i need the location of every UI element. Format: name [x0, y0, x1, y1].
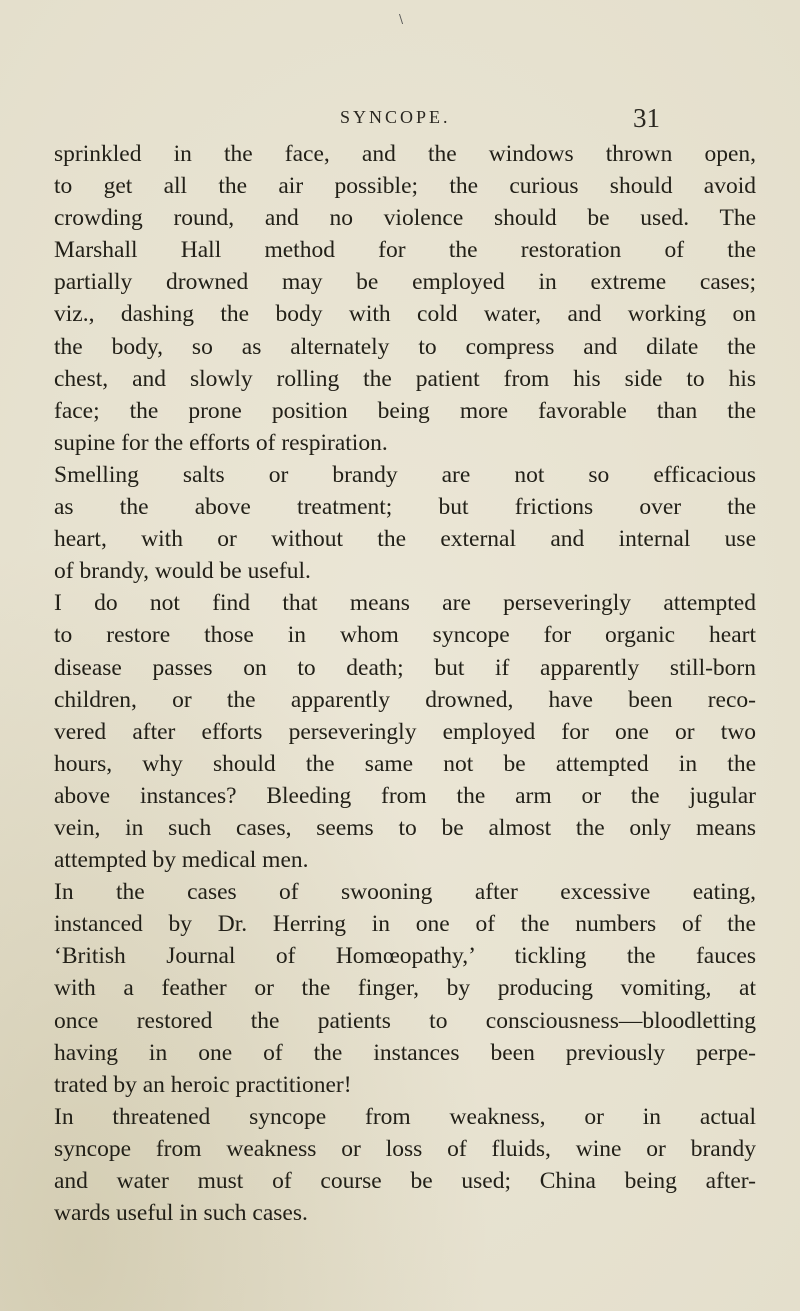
text-line: heart, with or without the external and internal use — [54, 526, 756, 553]
text-line: syncope from weakness or loss of fluids, wine or brandy — [54, 1135, 756, 1162]
text-line: Smelling salts or brandy are not so efficacious — [54, 461, 756, 488]
text-line: as the above treatment; but frictions over the — [54, 494, 756, 521]
text-line: supine for the efforts of respiration. — [54, 429, 388, 456]
top-mark: \ — [399, 12, 404, 26]
text-line: vein, in such cases, seems to be almost the only means — [54, 814, 756, 841]
text-line: In the cases of swooning after excessive eating, — [54, 879, 756, 906]
text-line: hours, why should the same not be attempted in the — [54, 750, 756, 777]
text-line: crowding round, and no violence should be used. The — [54, 205, 756, 232]
text-line: the body, so as alternately to compress and dilate the — [54, 333, 756, 360]
text-line: face; the prone position being more favorable than the — [54, 397, 756, 424]
text-line: In threatened syncope from weakness, or in actual — [54, 1103, 756, 1130]
text-line: with a feather or the finger, by producing vomiting, at — [54, 975, 756, 1002]
body-text — [54, 138, 756, 1229]
text-line: trated by an heroic practitioner! — [54, 1071, 352, 1098]
running-header — [340, 103, 660, 143]
text-line: viz., dashing the body with cold water, and working on — [54, 301, 756, 328]
text-line: to get all the air possible; the curious should avoid — [54, 173, 756, 200]
text-line: of brandy, would be useful. — [54, 558, 311, 585]
text-line: having in one of the instances been previously perpe- — [54, 1039, 756, 1066]
header-title: SYNCOPE. — [340, 107, 451, 127]
text-line: above instances? Bleeding from the arm or the jugular — [54, 782, 756, 809]
text-line: partially drowned may be employed in extreme cases; — [54, 269, 756, 296]
text-line: once restored the patients to consciousness—bloodletting — [54, 1007, 756, 1034]
text-line: chest, and slowly rolling the patient from his side to his — [54, 365, 756, 392]
page-number: 31 — [633, 103, 660, 133]
text-line: children, or the apparently drowned, have been reco- — [54, 686, 756, 713]
text-line: wards useful in such cases. — [54, 1200, 308, 1227]
text-line: ‘British Journal of Homœopathy,’ tickling the fauces — [54, 943, 756, 970]
text-line: vered after efforts perseveringly employed for one or two — [54, 718, 756, 745]
text-line: and water must of course be used; China being after- — [54, 1168, 756, 1194]
text-line: Marshall Hall method for the restoration of the — [54, 237, 756, 264]
text-line: disease passes on to death; but if apparently still-born — [54, 654, 756, 681]
text-line: attempted by medical men. — [54, 847, 309, 874]
text-line: I do not find that means are perseveringly attempted — [54, 590, 756, 617]
text-line: sprinkled in the face, and the windows thrown open, — [54, 141, 756, 167]
text-line: instanced by Dr. Herring in one of the numbers of the — [54, 911, 756, 938]
text-line: to restore those in whom syncope for organic heart — [54, 622, 756, 649]
